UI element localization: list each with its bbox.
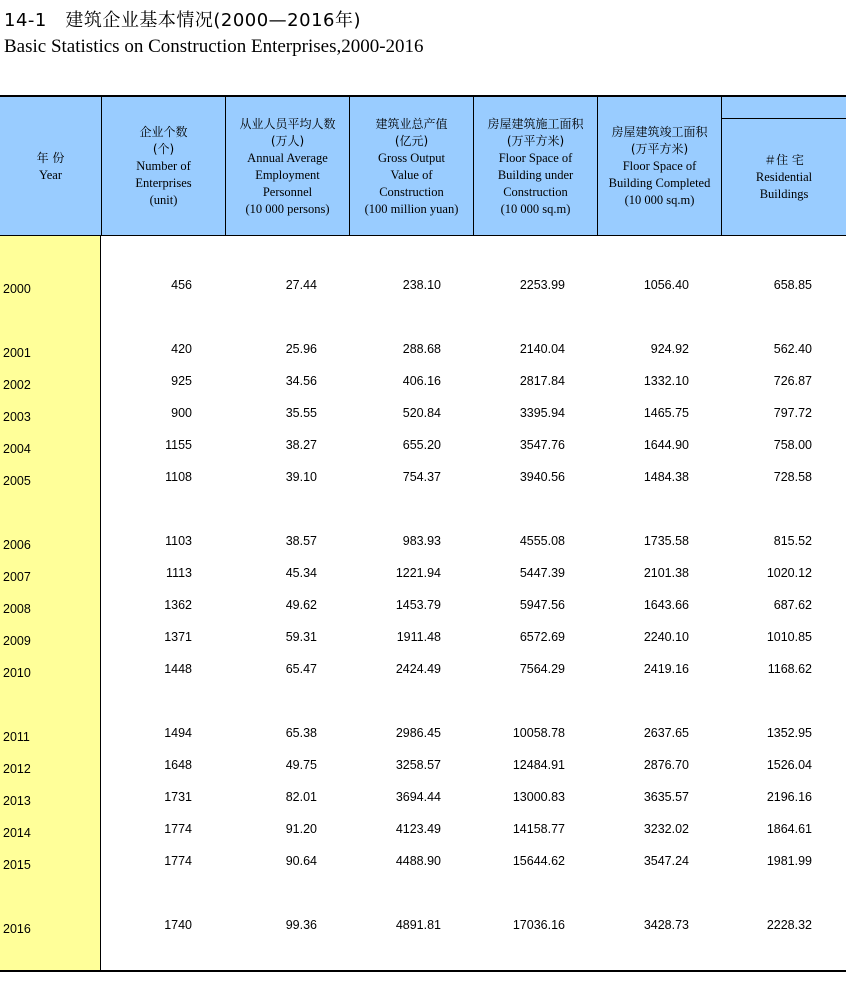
row-value: 1864.61 [766,822,812,836]
row-value: 2637.65 [643,726,689,740]
row-value: 406.16 [402,374,441,388]
row-value: 2424.49 [395,662,441,676]
row-value: 2817.84 [519,374,565,388]
row-value: 1362 [164,598,192,612]
table-row [0,534,846,554]
row-value: 4488.90 [395,854,441,868]
row-value: 3635.57 [643,790,689,804]
row-value: 65.47 [285,662,317,676]
row-value: 38.57 [285,534,317,548]
row-value: 14158.77 [512,822,565,836]
row-value: 49.62 [285,598,317,612]
row-year: 2015 [3,858,31,872]
table-row [0,726,846,746]
row-value: 1648 [164,758,192,772]
header-employment [226,97,350,236]
row-value: 3547.24 [643,854,689,868]
table-row [0,790,846,810]
table-row [0,918,846,938]
row-value: 420 [171,342,192,356]
header-en-text: Personnel [262,184,313,199]
row-value: 1526.04 [766,758,812,772]
row-value: 687.62 [773,598,812,612]
table-row [0,598,846,618]
header-cn-text: 年 份 [36,150,65,165]
row-year: 2005 [3,474,31,488]
header-cn-text: 从业人员平均人数 [239,116,336,131]
row-value: 456 [171,278,192,292]
table-header [0,95,846,236]
row-year: 2003 [3,410,31,424]
row-value: 1108 [165,470,192,484]
row-value: 1010.85 [766,630,812,644]
row-value: 25.96 [285,342,317,356]
row-value: 3428.73 [643,918,689,932]
row-year: 2004 [3,442,31,456]
header-en-text: Annual Average [247,150,328,165]
row-value: 1113 [166,566,192,580]
row-value: 2240.10 [643,630,689,644]
row-value: 1494 [164,726,192,740]
header-cn-text: 企业个数 [139,125,188,139]
table-row [0,470,846,490]
table-row [0,662,846,682]
row-year: 2013 [3,794,31,808]
header-cn-text: (个) [152,142,175,156]
table-row [0,438,846,458]
header-en-text: Construction [503,184,568,199]
header-residential [722,118,846,236]
row-value: 17036.16 [512,918,565,932]
row-value: 90.64 [285,854,317,868]
row-value: 1371 [164,630,192,644]
header-cn-text: 建筑业总产值 [375,116,448,131]
header-cn-text: (亿元) [394,133,429,148]
header-enterprises [102,97,226,236]
header-en-text: (10 000 sq.m) [624,193,695,207]
row-value: 655.20 [402,438,441,452]
header-en-text: (unit) [149,193,178,207]
row-value: 1644.90 [643,438,689,452]
header-cn-text: (万平方米) [630,142,689,156]
row-value: 2876.70 [643,758,689,772]
row-value: 2196.16 [766,790,812,804]
table-row [0,566,846,586]
header-en-text: Building under [497,167,574,182]
table-row [0,278,846,298]
row-value: 5947.56 [519,598,565,612]
row-value: 1731 [164,790,192,804]
row-value: 65.38 [285,726,317,740]
row-value: 49.75 [285,758,317,772]
row-value: 2419.16 [643,662,689,676]
row-value: 1352.95 [766,726,812,740]
row-value: 726.87 [773,374,812,388]
row-value: 1020.12 [766,566,812,580]
row-value: 1056.40 [643,278,689,292]
row-value: 900 [171,406,192,420]
row-value: 6572.69 [519,630,565,644]
row-value: 758.00 [773,438,812,452]
row-value: 15644.62 [512,854,565,868]
row-value: 2101.38 [643,566,689,580]
row-value: 815.52 [773,534,812,548]
row-value: 1453.79 [395,598,441,612]
row-value: 38.27 [285,438,317,452]
row-year: 2011 [3,730,30,744]
row-value: 27.44 [285,278,317,292]
header-en-text: Value of [390,167,433,182]
header-en-text: Enterprises [135,176,192,190]
row-value: 797.72 [773,406,812,420]
header-en-text: Number of [136,159,191,173]
table-row [0,630,846,650]
header-en-text: Floor Space of [498,150,573,165]
row-value: 754.37 [402,470,441,484]
row-value: 520.84 [402,406,441,420]
row-year: 2006 [3,538,31,552]
row-value: 4123.49 [395,822,441,836]
row-year: 2002 [3,378,31,392]
row-value: 1484.38 [643,470,689,484]
row-value: 34.56 [285,374,317,388]
table-row [0,854,846,874]
table-row [0,342,846,362]
row-value: 82.01 [285,790,317,804]
header-en-text: (100 million yuan) [364,201,459,216]
row-year: 2012 [3,762,31,776]
row-year: 2007 [3,570,31,584]
row-value: 728.58 [773,470,812,484]
header-en-text: (10 000 sq.m) [500,201,571,216]
row-value: 4555.08 [519,534,565,548]
row-value: 1155 [165,438,192,452]
row-value: 2986.45 [395,726,441,740]
header-en-text: Residential [755,170,813,184]
header-en-text: Construction [379,184,444,199]
row-year: 2014 [3,826,31,840]
row-year: 2008 [3,602,31,616]
header-en-text: Employment [255,167,320,182]
row-value: 1735.58 [643,534,689,548]
row-value: 1774 [164,854,192,868]
row-year: 2000 [3,282,31,296]
row-value: 1740 [164,918,192,932]
row-value: 3547.76 [519,438,565,452]
header-en-text: Floor Space of [622,159,697,173]
row-value: 99.36 [285,918,317,932]
row-value: 1465.75 [643,406,689,420]
header-cn-text: ＃住 宅 [764,153,804,167]
row-year: 2001 [3,346,31,360]
row-value: 288.68 [402,342,441,356]
row-year: 2009 [3,634,31,648]
row-value: 1168.62 [767,662,812,676]
table-row [0,406,846,426]
row-value: 238.10 [402,278,441,292]
header-en-text: Buildings [759,187,809,201]
page-title-chinese: 14-1 建筑企业基本情况(2000—2016年) [4,10,362,31]
row-value: 59.31 [285,630,317,644]
table-body [0,236,846,972]
row-value: 1643.66 [643,598,689,612]
row-value: 3694.44 [395,790,441,804]
header-gross-output [350,97,474,236]
row-value: 91.20 [285,822,317,836]
row-value: 1774 [164,822,192,836]
row-value: 2228.32 [766,918,812,932]
row-value: 7564.29 [519,662,565,676]
row-value: 35.55 [285,406,317,420]
row-value: 562.40 [773,342,812,356]
row-year: 2016 [3,922,31,936]
row-value: 1103 [165,534,192,548]
header-floor-under-construction [474,97,598,236]
page-title-english: Basic Statistics on Construction Enterprises,2000-2016 [4,36,424,57]
row-value: 45.34 [285,566,317,580]
row-value: 658.85 [773,278,812,292]
row-value: 1221.94 [395,566,441,580]
row-value: 1448 [164,662,192,676]
row-value: 3940.56 [519,470,565,484]
row-value: 1332.10 [643,374,689,388]
row-value: 1911.48 [396,630,441,644]
table-row [0,758,846,778]
row-value: 3232.02 [643,822,689,836]
header-year [0,97,102,236]
row-value: 2140.04 [519,342,565,356]
row-value: 4891.81 [395,918,441,932]
table-row [0,822,846,842]
header-en-text: Building Completed [608,176,711,190]
row-value: 924.92 [650,342,689,356]
row-value: 39.10 [285,470,317,484]
row-year: 2010 [3,666,31,680]
row-value: 983.93 [402,534,441,548]
row-value: 3258.57 [395,758,441,772]
header-cn-text: (万平方米) [506,133,565,148]
header-cn-text: (万人) [270,133,305,148]
table-row [0,374,846,394]
row-value: 5447.39 [519,566,565,580]
row-value: 10058.78 [512,726,565,740]
row-value: 1981.99 [766,854,812,868]
header-en-text: (10 000 persons) [245,201,330,216]
header-cn-text: 房屋建筑施工面积 [487,116,584,131]
row-value: 13000.83 [512,790,565,804]
header-en-text: Year [38,167,63,182]
header-en-text: Gross Output [377,150,446,165]
header-cn-text: 房屋建筑竣工面积 [611,125,708,139]
header-floor-completed [598,97,722,236]
row-value: 2253.99 [519,278,565,292]
row-value: 925 [171,374,192,388]
row-value: 12484.91 [512,758,565,772]
row-value: 3395.94 [519,406,565,420]
